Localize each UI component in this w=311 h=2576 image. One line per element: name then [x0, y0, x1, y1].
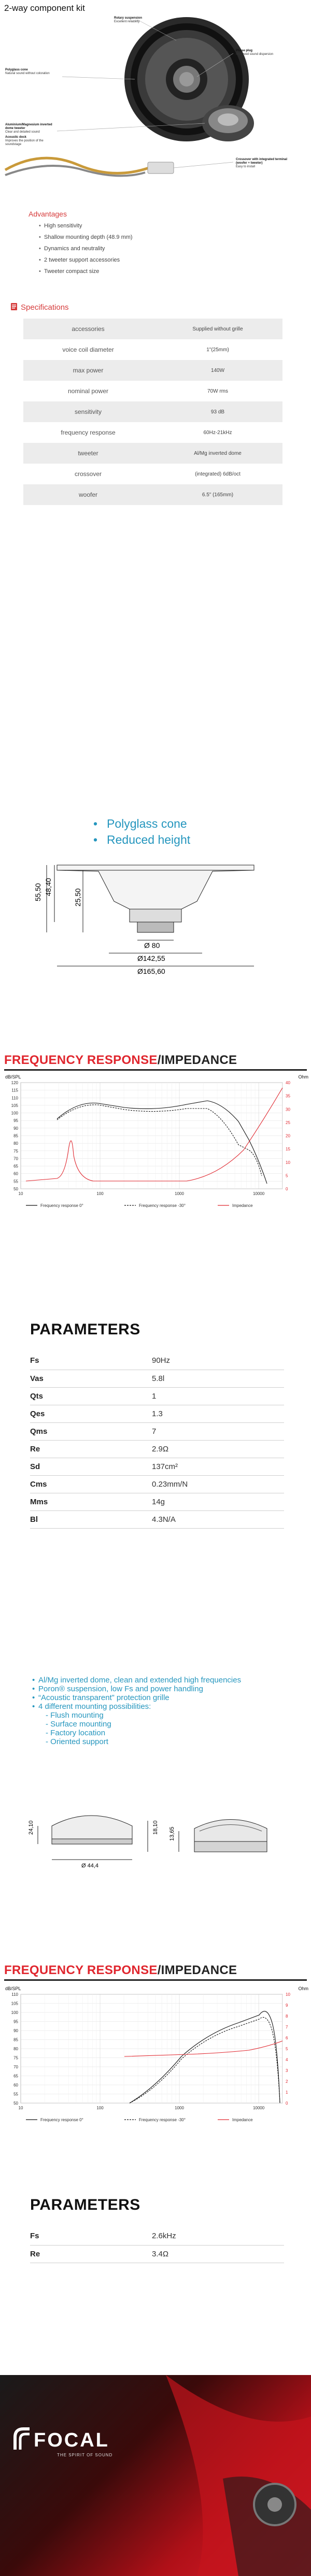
tweeter-dimension-drawing — [23, 1787, 298, 1883]
y2-tick-label: 3 — [286, 2068, 288, 2073]
y2-tick-label: 0 — [286, 2101, 288, 2106]
parameters-title-1: PARAMETERS — [30, 1321, 140, 1338]
table-row: Qms 7 — [30, 1422, 284, 1440]
y2-tick-label: 2 — [286, 2079, 288, 2084]
y2-tick-label: 25 — [286, 1120, 290, 1125]
y-tick-label: 95 — [13, 1118, 18, 1124]
dim-h2: 48,40 — [44, 877, 52, 896]
legend-label: Impedance — [232, 2118, 253, 2122]
list-item: • Poron® suspension, low Fs and power handling — [32, 1685, 241, 1693]
y2-tick-label: 10 — [286, 1160, 290, 1165]
y-tick-label: 110 — [11, 1992, 18, 1997]
table-row: Sd 137cm² — [30, 1458, 284, 1475]
component-kit-image — [0, 15, 311, 180]
specifications-title: Specifications — [21, 303, 69, 312]
y2-tick-label: 9 — [286, 2003, 288, 2008]
y-tick-label: 75 — [13, 1148, 18, 1154]
y2-tick-label: 5 — [286, 2047, 288, 2051]
list-item: - Flush mounting — [46, 1711, 104, 1720]
divider — [4, 1979, 307, 1981]
dim-h3: 25,50 — [74, 888, 82, 906]
y-tick-label: 105 — [11, 1103, 18, 1108]
callout-tweeter: Aluminium/Magnesium inverted dome tweeter Clear and detailed sound — [5, 123, 52, 134]
list-item: • Dynamics and neutrality — [29, 243, 133, 254]
tw-dim-d1: Ø 44,4 — [81, 1863, 99, 1869]
table-row: Re 2.9Ω — [30, 1440, 284, 1458]
callout-polyglass: Polyglass cone Natural sound without coloration — [5, 68, 50, 75]
list-item: • High sensitivity — [29, 220, 133, 232]
y2-axis-label: Ohm — [298, 1074, 308, 1080]
y-tick-label: 65 — [13, 1164, 18, 1169]
advantages-title: Advantages — [29, 210, 67, 218]
table-row: accessories Supplied without grille — [23, 319, 282, 339]
list-item: - Factory location — [46, 1729, 106, 1737]
y-tick-label: 90 — [13, 1126, 18, 1131]
document-icon — [10, 303, 18, 311]
list-item: • “Acoustic transparent” protection grille — [32, 1693, 241, 1702]
y-tick-label: 50 — [13, 1187, 18, 1191]
brand-footer — [0, 2375, 311, 2576]
list-item: - Oriented support — [46, 1737, 108, 1746]
y-tick-label: 65 — [13, 2074, 18, 2079]
callout-crossover: Crossover with integrated terminal (woofer + tweeter) Easy to install — [236, 158, 288, 168]
y-tick-label: 95 — [13, 2019, 18, 2024]
frequency-chart-1 — [0, 1072, 311, 1217]
table-row: sensitivity 93 dB — [23, 401, 282, 422]
hero-title: 2-way component kit — [4, 3, 85, 13]
tw-dim-h1: 24,10 — [28, 1820, 34, 1835]
table-row: Mms 14g — [30, 1493, 284, 1510]
brand-tagline: THE SPIRIT OF SOUND — [57, 2453, 113, 2457]
x-tick-label: 1000 — [175, 2106, 184, 2110]
y-tick-label: 80 — [13, 2047, 18, 2051]
table-row: Fs 2.6kHz — [30, 2227, 284, 2245]
frequency-chart-2 — [0, 1984, 311, 2132]
y-tick-label: 115 — [11, 1088, 18, 1093]
y2-axis-label: Ohm — [298, 1986, 308, 1991]
list-item: • Polyglass cone — [93, 816, 190, 832]
tweeter-feature-list — [32, 1676, 241, 1746]
y-tick-label: 90 — [13, 2028, 18, 2033]
callout-dock: Acoustic dock Improves the position of the soundstage — [5, 136, 44, 146]
x-tick-label: 10 — [18, 2106, 23, 2110]
x-tick-label: 10 — [18, 1191, 23, 1196]
dim-d1: Ø 80 — [144, 941, 160, 949]
table-row: max power 140W — [23, 360, 282, 381]
dim-d3: Ø165,60 — [137, 967, 165, 975]
y2-tick-label: 4 — [286, 2057, 288, 2062]
dim-h1: 55,50 — [34, 883, 42, 901]
brand-logo: FOCAL — [34, 2429, 109, 2451]
y2-tick-label: 30 — [286, 1107, 290, 1112]
y-tick-label: 55 — [13, 2092, 18, 2097]
table-row: tweeter Al/Mg inverted dome — [23, 443, 282, 464]
tw-dim-h3: 13,65 — [169, 1826, 175, 1841]
list-item: • Tweeter compact size — [29, 266, 133, 277]
x-tick-label: 100 — [96, 1191, 104, 1196]
x-tick-label: 100 — [96, 2106, 104, 2110]
y-tick-label: 80 — [13, 1141, 18, 1146]
y-tick-label: 75 — [13, 2055, 18, 2061]
table-row: crossover (integrated) 6dB/oct — [23, 464, 282, 484]
table-row: voice coil diameter 1"(25mm) — [23, 339, 282, 360]
freq-response-title-1: FREQUENCY RESPONSE/IMPEDANCE — [4, 1053, 237, 1067]
y-axis-label: dB/SPL — [5, 1074, 21, 1080]
y2-tick-label: 8 — [286, 2014, 288, 2019]
y-tick-label: 70 — [13, 1156, 18, 1161]
y2-tick-label: 40 — [286, 1081, 290, 1085]
y-tick-label: 85 — [13, 1133, 18, 1139]
table-row: nominal power 70W rms — [23, 381, 282, 401]
legend-label: Frequency response -30° — [139, 2118, 186, 2122]
table-row: woofer 6.5" (165mm) — [23, 484, 282, 505]
list-item: • 4 different mounting possibilities: — [32, 1702, 241, 1711]
specifications-table — [23, 319, 282, 505]
list-item: • 2 tweeter support accessories — [29, 254, 133, 266]
cone-feature-list — [93, 816, 190, 848]
y2-tick-label: 7 — [286, 2025, 288, 2030]
y2-tick-label: 5 — [286, 1173, 288, 1178]
callout-rotary: Rotary suspension Excellent reliability — [114, 17, 143, 23]
y-tick-label: 100 — [11, 1111, 18, 1116]
parameters-table-1 — [30, 1352, 284, 1529]
y-tick-label: 60 — [13, 1171, 18, 1176]
list-item: • Reduced height — [93, 832, 190, 848]
parameters-table-2 — [30, 2227, 284, 2263]
y-tick-label: 110 — [11, 1096, 18, 1101]
table-row: Re 3.4Ω — [30, 2245, 284, 2263]
table-row: Qes 1.3 — [30, 1405, 284, 1422]
table-row: frequency response 60Hz-21kHz — [23, 422, 282, 443]
divider — [4, 1069, 307, 1071]
table-row: Qts 1 — [30, 1387, 284, 1405]
parameters-title-2: PARAMETERS — [30, 2196, 140, 2213]
focal-logo-icon — [13, 2427, 32, 2452]
table-row: Vas 5.8l — [30, 1370, 284, 1387]
x-tick-label: 1000 — [175, 1191, 184, 1196]
y2-tick-label: 20 — [286, 1133, 290, 1139]
x-tick-label: 10000 — [252, 2106, 265, 2110]
y2-tick-label: 1 — [286, 2090, 288, 2095]
y2-tick-label: 0 — [286, 1187, 288, 1191]
table-row: Bl 4.3N/A — [30, 1510, 284, 1528]
table-row: Fs 90Hz — [30, 1352, 284, 1370]
y-tick-label: 100 — [11, 2010, 18, 2015]
y-tick-label: 105 — [11, 2001, 18, 2006]
tw-dim-h2: 18,10 — [152, 1820, 159, 1835]
y-tick-label: 55 — [13, 1179, 18, 1184]
y-tick-label: 60 — [13, 2083, 18, 2088]
y2-tick-label: 6 — [286, 2036, 288, 2040]
legend-label: Impedance — [232, 1203, 253, 1208]
y-tick-label: 85 — [13, 2037, 18, 2042]
callout-phase-plug: Phase plug Improved sound dispersion — [236, 49, 274, 56]
y2-tick-label: 10 — [286, 1992, 290, 1997]
dim-d2: Ø142,55 — [137, 954, 165, 962]
y-tick-label: 70 — [13, 2065, 18, 2069]
legend-label: Frequency response -30° — [139, 1203, 186, 1208]
legend-label: Frequency response 0° — [40, 2118, 83, 2122]
y2-tick-label: 35 — [286, 1093, 290, 1099]
list-item: - Surface mounting — [46, 1720, 111, 1729]
x-tick-label: 10000 — [252, 1191, 265, 1196]
woofer-dimension-drawing — [26, 850, 285, 989]
y-tick-label: 120 — [11, 1081, 18, 1085]
y-axis-label: dB/SPL — [5, 1986, 21, 1991]
y-tick-label: 50 — [13, 2101, 18, 2106]
freq-response-title-2: FREQUENCY RESPONSE/IMPEDANCE — [4, 1963, 237, 1977]
table-row: Cms 0.23mm/N — [30, 1475, 284, 1493]
legend-label: Frequency response 0° — [40, 1203, 83, 1208]
list-item: • Al/Mg inverted dome, clean and extended high frequencies — [32, 1676, 241, 1685]
car-interior-image — [0, 2375, 311, 2576]
y2-tick-label: 15 — [286, 1147, 290, 1152]
advantages-list — [29, 220, 133, 277]
list-item: • Shallow mounting depth (48.9 mm) — [29, 232, 133, 243]
